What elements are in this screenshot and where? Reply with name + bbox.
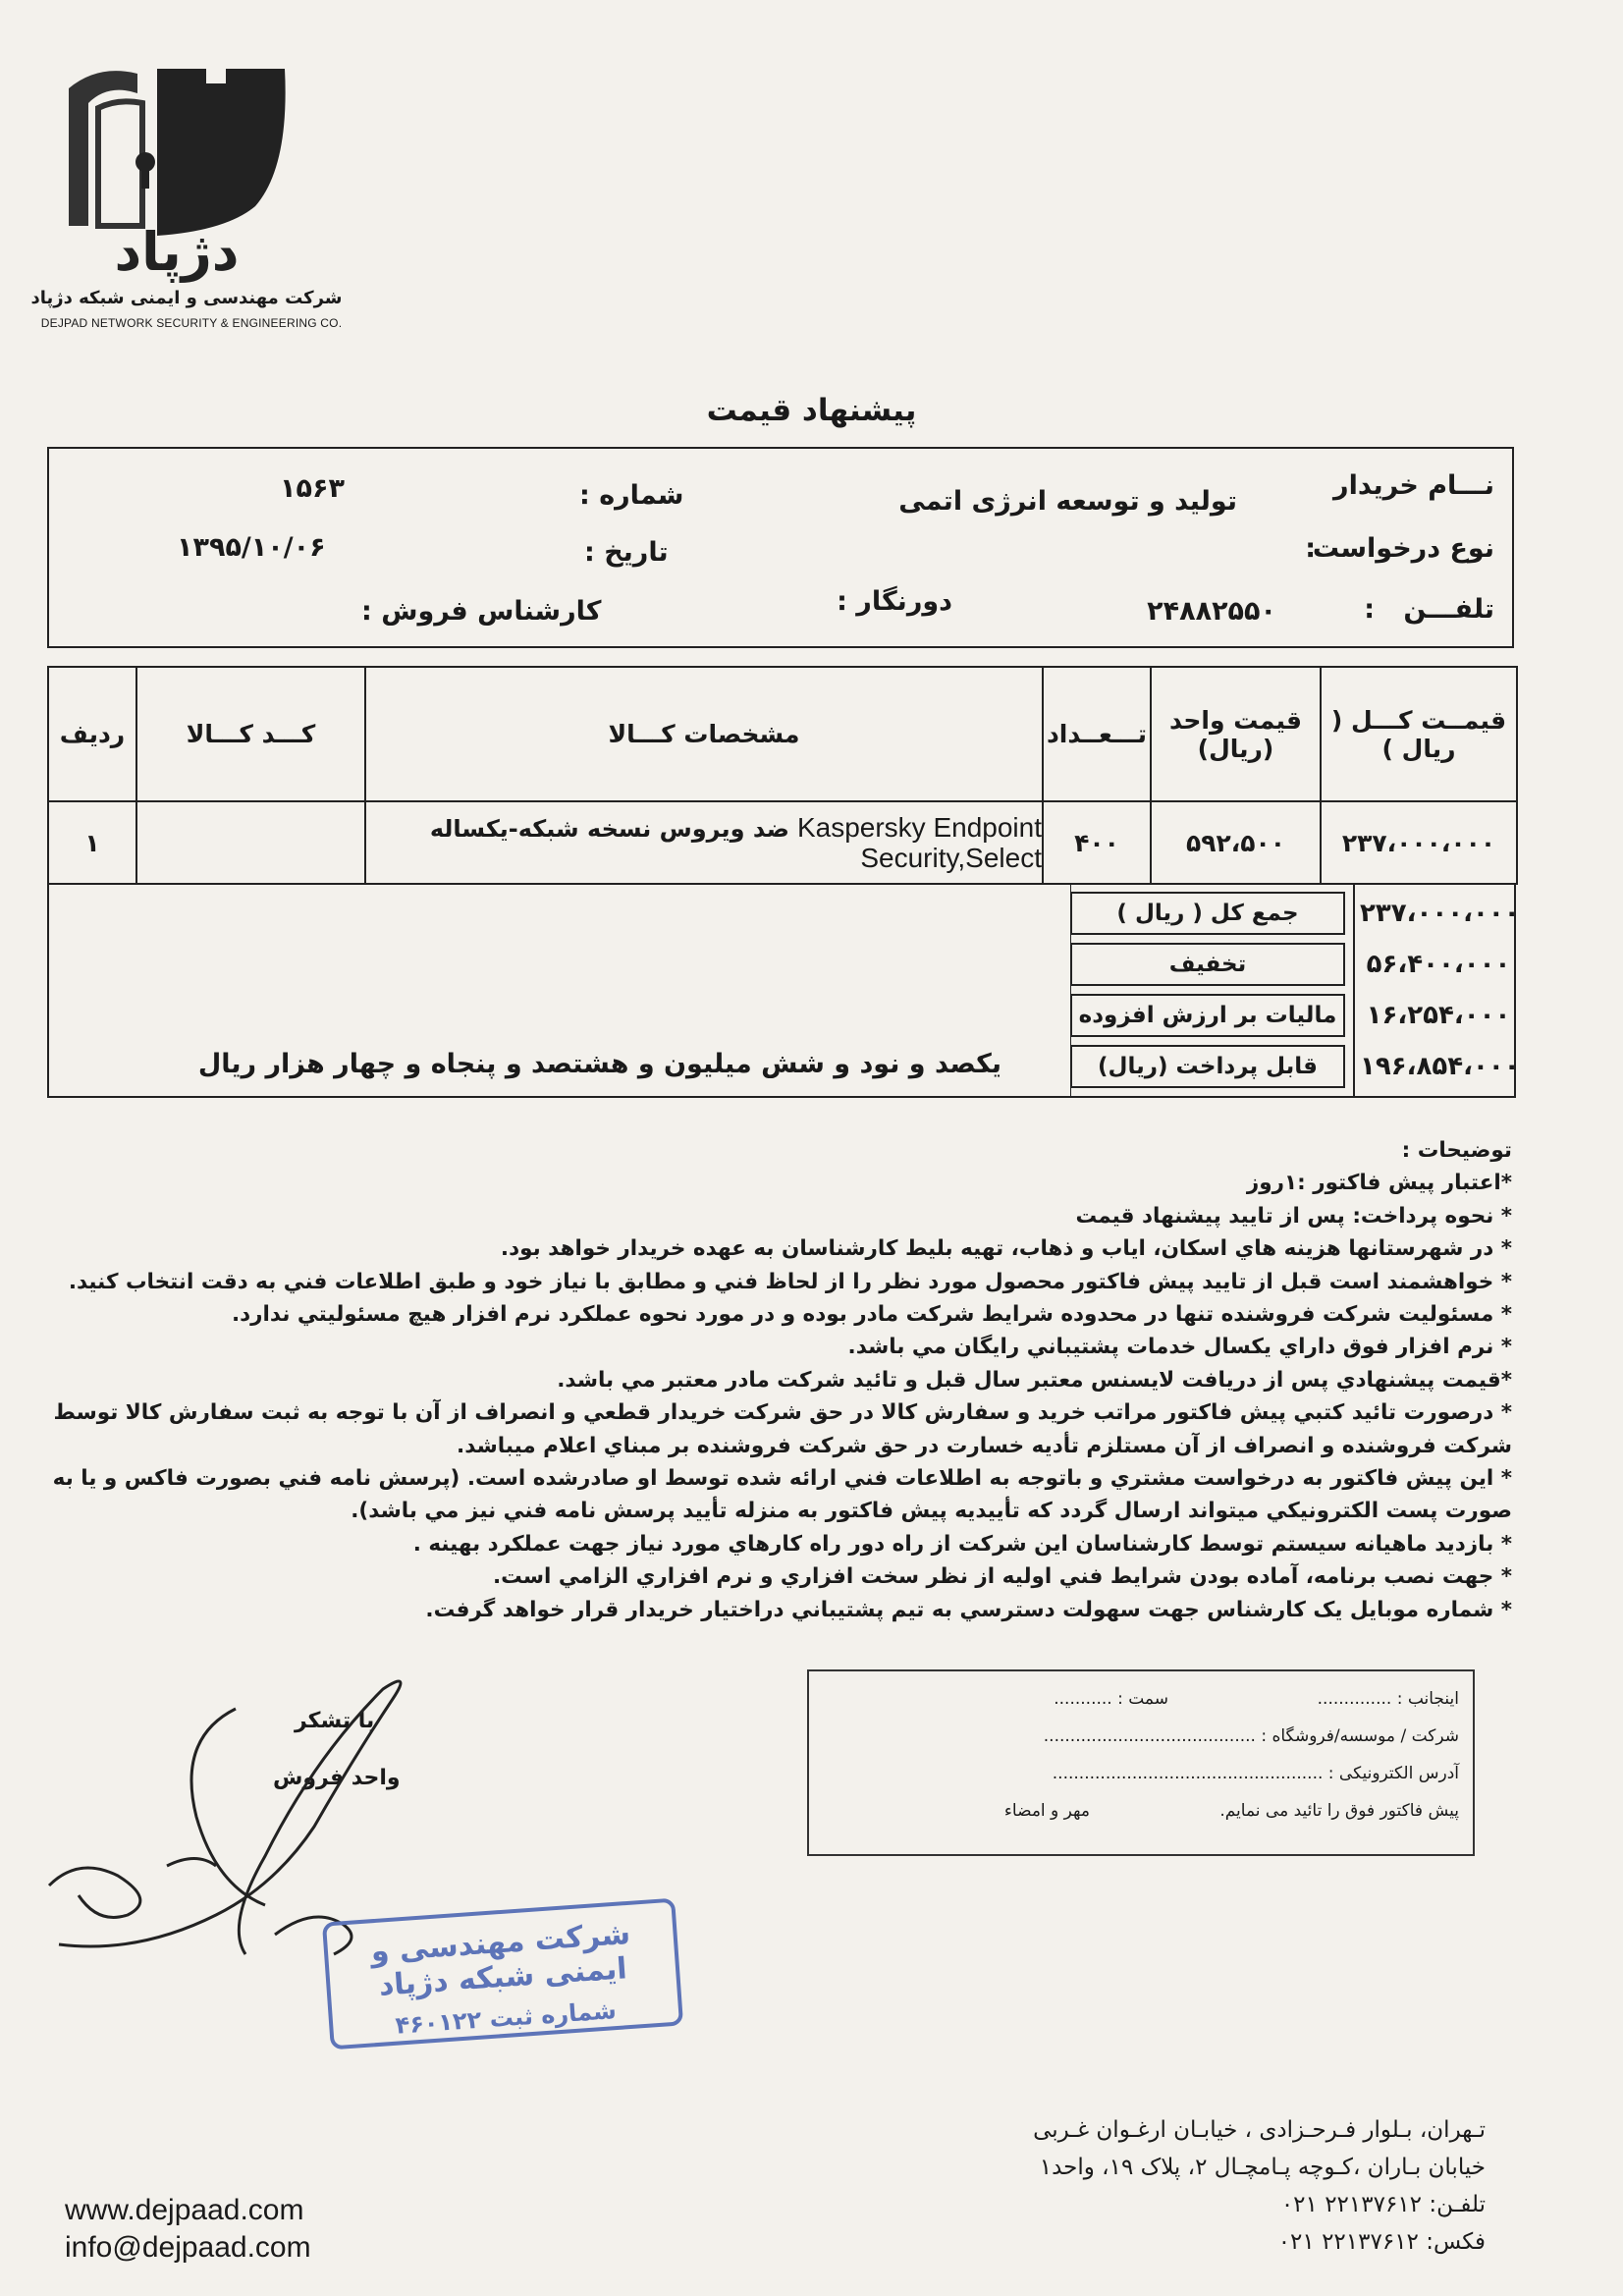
phone-colon: :: [1364, 594, 1375, 625]
phone-value: ۲۴۸۸۲۵۵۰: [1147, 596, 1276, 627]
note-line: * نرم افزار فوق داراي يکسال خدمات پشتيباني رايگان مي باشد.: [847, 1335, 1512, 1360]
logo-wordmark: دژپاد: [114, 221, 240, 283]
discount-label: تخفیف: [1070, 943, 1345, 986]
header-box: [47, 447, 1514, 648]
footer-address: [1033, 2111, 1486, 2261]
footer-website-link[interactable]: www.dejpaad.com: [65, 2194, 304, 2226]
company-stamp: [322, 1898, 683, 2050]
footer-phone: تلفـن: ۲۲۱۳۷۶۱۲ ۰۲۱: [1280, 2192, 1486, 2217]
col-row: ردیف: [48, 667, 136, 801]
buyer-value: تولید و توسعه انرژی اتمی: [898, 486, 1237, 517]
payable-label: قابل پرداخت (ریال): [1070, 1045, 1345, 1088]
thanks-text: با تشکر: [295, 1709, 375, 1733]
note-line: * خواهشمند است قبل از تاييد پيش فاکتور محصول مورد نظر را از لحاظ فني و مطابق با نياز خود و طبق اطلاعات فني به دقت انتخاب کنيد.: [68, 1269, 1512, 1294]
spec-en-line2: Security,Select: [860, 842, 1042, 873]
table-header-row: [48, 667, 1517, 801]
logo-subtitle-en: DEJPAD NETWORK SECURITY & ENGINEERING CO.: [40, 316, 343, 330]
number-label: شماره :: [579, 480, 684, 511]
note-line: * جهت نصب برنامه، آماده بودن شرايط فني اوليه از نظر سخت افزاري و نرم افزاري الزامي است.: [492, 1564, 1512, 1590]
table-row: [48, 801, 1517, 884]
note-line: * نحوه پرداخت: پس از تایید پیشنهاد قیمت: [1075, 1203, 1512, 1229]
note-line: صورت پست الکترونيکي ميتواند ارسال گردد که تأييديه پيش فاکتور به منزله تأييد پرسش نامه فني نيز مي باشد).: [351, 1499, 1512, 1524]
note-line: *قيمت پيشنهادي پس از دريافت لايسنس معتبر سال قبل و تائید شرکت مادر معتبر مي باشد.: [557, 1367, 1512, 1393]
document-title: پیشنهاد قیمت: [706, 393, 917, 428]
spec-fa: ضد ویروس نسخه شبکه-یکساله: [429, 814, 789, 843]
col-code: کـــد کـــالا: [136, 667, 365, 801]
date-value: ۱۳۹۵/۱۰/۰۶: [177, 532, 326, 563]
note-line: * شماره موبايل يک کارشناس جهت سهولت دسترسي به تيم پشتيباني دراختيار خريدار قرار خواهد گرفت.: [425, 1597, 1512, 1622]
notes-section: [52, 1134, 1512, 1626]
items-table: [47, 666, 1518, 885]
cell-unit-price: ۵۹۲،۵۰۰: [1151, 801, 1321, 884]
cell-code: [136, 801, 365, 884]
cell-total-price: ۲۳۷،۰۰۰،۰۰۰: [1321, 801, 1517, 884]
col-spec: مشخصات کـــالا: [365, 667, 1043, 801]
payable-value: ۱۹۶،۸۵۴،۰۰۰: [1360, 1052, 1520, 1081]
acceptance-company-line: شرکت / موسسه/فروشگاه : ........................................: [1043, 1726, 1459, 1746]
cell-quantity: ۴۰۰: [1043, 801, 1151, 884]
col-quantity: تـــعــداد: [1043, 667, 1151, 801]
buyer-label: نـــام خریدار: [1333, 470, 1494, 501]
cell-row: ۱: [48, 801, 136, 884]
vat-value: ۱۶،۲۵۴،۰۰۰: [1366, 1001, 1511, 1030]
fax-label: دورنگار :: [837, 586, 952, 617]
vat-label: مالیات بر ارزش افزوده: [1070, 994, 1345, 1037]
footer-contacts-left: [65, 2192, 311, 2267]
amount-in-words: یکصد و نود و شش میلیون و هشتصد و پنجاه و چهار هزار ریال: [197, 1049, 1001, 1079]
acceptance-position-line: سمت : ...........: [1054, 1689, 1168, 1709]
discount-value: ۵۶،۴۰۰،۰۰۰: [1366, 950, 1511, 979]
request-type-colon: :: [1305, 533, 1316, 564]
sum-value: ۲۳۷،۰۰۰،۰۰۰: [1360, 899, 1520, 928]
footer-address-line1: تـهران، بـلوار فـرحـزادی ، خیابـان ارغـوان غـربی: [1033, 2117, 1486, 2143]
acceptance-email-line: آدرس الکترونیکی : ...................................................: [1052, 1764, 1459, 1783]
request-type-label: نوع درخواست: [1312, 533, 1494, 564]
note-line: * اين پيش فاکتور به درخواست مشتري و باتوجه به اطلاعات فني ارائه شده توسط او صادرشده است. (پرسش نامه فني بصورت فاکس و يا به: [52, 1466, 1512, 1492]
spec-en-line1: Kaspersky Endpoint: [796, 811, 1042, 843]
number-value: ۱۵۶۳: [280, 473, 345, 504]
note-line: شرکت فروشنده و انصراف از آن مستلزم تأديه خسارت در حق شرکت فروشنده بر مبناي اعلام ميباشد.: [457, 1433, 1512, 1458]
sales-expert-label: کارشناس فروش :: [361, 596, 602, 627]
note-line: *اعتبار پیش فاکتور :۱روز: [1246, 1171, 1512, 1196]
phone-label: تلفـــن: [1403, 594, 1494, 625]
note-line: * بازديد ماهيانه سيستم توسط کارشناسان اين شرکت از راه دور راه کارهاي مورد نياز جهت عملکرد بهينه .: [412, 1531, 1512, 1557]
logo-subtitle-fa: شرکت مهندسی و ایمنی شبکه دژپاد: [30, 288, 343, 308]
footer-fax: فکس: ۲۲۱۳۷۶۱۲ ۰۲۱: [1277, 2229, 1486, 2255]
col-total-price: قیمــت کـــل ( ریال ): [1321, 667, 1517, 801]
acceptance-confirm-line: پیش فاکتور فوق را تائید می نمایم.: [1219, 1801, 1459, 1821]
logo-tower: [157, 69, 286, 236]
stamp-registration: شماره ثبت ۴۶۰۱۲۲: [394, 1996, 618, 2040]
footer-email-link[interactable]: info@dejpaad.com: [65, 2231, 311, 2264]
col-unit-price: قیمت واحد (ریال): [1151, 667, 1321, 801]
note-line: * در شهرستانها هزینه هاي اسکان، اياب و ذهاب، تهيه بليط کارشناسان به عهده خريدار خواهد بود.: [500, 1236, 1512, 1262]
stamp-company-name: شرکت مهندسی و ایمنی شبکه دژپاد: [369, 1916, 632, 2003]
sum-label: جمع کل ( ریال ): [1070, 892, 1345, 935]
logo-shield-left: [69, 71, 137, 226]
acceptance-name-line: اینجانب : ..............: [1317, 1689, 1459, 1709]
cell-spec: [365, 801, 1043, 884]
date-label: تاریخ :: [584, 537, 669, 568]
notes-heading: توضیحات :: [1401, 1138, 1512, 1163]
acceptance-signature-label: مهر و امضاء: [1003, 1801, 1090, 1821]
note-line: * درصورت تائيد کتبي پيش فاکتور مراتب خريد و سفارش کالا در حق شرکت خريدار قطعي و انصراف از آن با توجه به ثبت سفارش کالا توسط: [53, 1400, 1512, 1426]
sales-unit-text: واحد فروش: [273, 1766, 401, 1790]
note-line: * مسئوليت شرکت فروشنده تنها در محدوده شرايط شرکت مادر بوده و در مورد نحوه عملکرد نرم افزار هيچ مسئوليتي ندارد.: [231, 1302, 1512, 1328]
footer-address-line2: خیابان بـاران ،کـوچه پـامچـال ۲، پلاک ۱۹، واحد۱: [1039, 2155, 1486, 2180]
acceptance-box: [807, 1669, 1475, 1856]
